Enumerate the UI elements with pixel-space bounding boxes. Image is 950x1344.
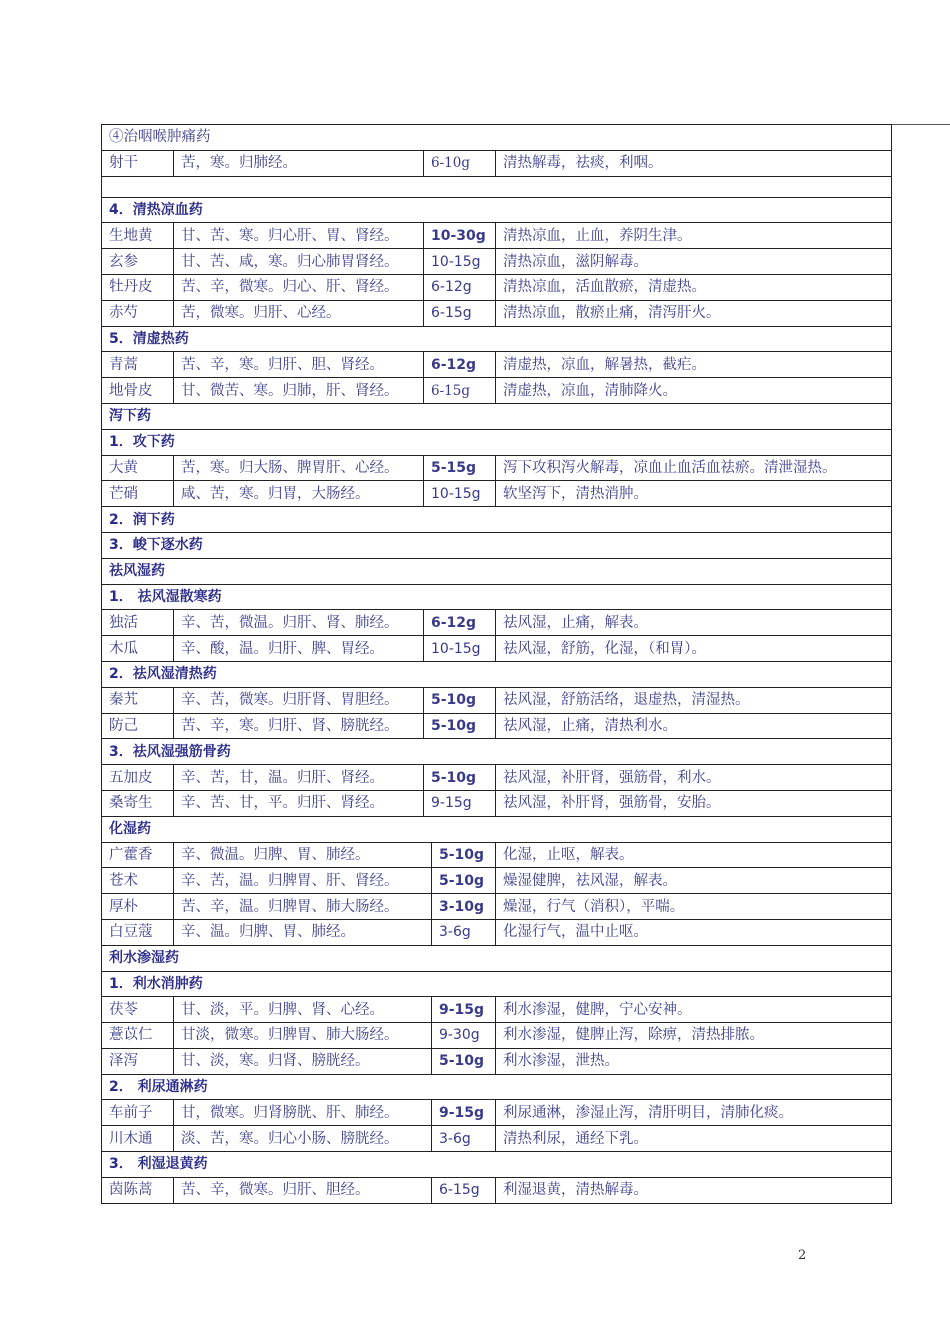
herb-dosage: 10-15g bbox=[424, 481, 496, 507]
herb-effect: 燥湿健脾，祛风湿，解表。 bbox=[496, 868, 892, 894]
herb-properties: 苦、辛，寒。归肝、肾、膀胱经。 bbox=[174, 713, 424, 739]
herb-dosage: 6-12g bbox=[424, 610, 496, 636]
herb-dosage: 5-10g bbox=[424, 713, 496, 739]
herb-properties: 苦、辛，微寒。归心、肝、肾经。 bbox=[174, 274, 424, 300]
section-row bbox=[102, 661, 892, 687]
herb-effect: 清热凉血，滋阴解毒。 bbox=[496, 249, 892, 275]
herb-name: 青蒿 bbox=[102, 352, 174, 378]
section-heading: 2．润下药 bbox=[102, 507, 892, 533]
herb-properties: 淡、苦，寒。归心小肠、膀胱经。 bbox=[174, 1126, 432, 1152]
herb-effect: 清虚热，凉血，解暑热，截疟。 bbox=[496, 352, 892, 378]
herb-row bbox=[102, 378, 892, 404]
herb-effect: 软坚泻下，清热消肿。 bbox=[496, 481, 892, 507]
herb-effect: 利水渗湿，泄热。 bbox=[496, 1048, 892, 1074]
herb-dosage: 3-6g bbox=[432, 919, 496, 945]
herb-properties: 甘、苦、寒。归心肝、胃、肾经。 bbox=[174, 223, 424, 249]
herb-name: 苍术 bbox=[102, 868, 174, 894]
herb-name: 赤芍 bbox=[102, 300, 174, 326]
section-heading: 4．清热凉血药 bbox=[102, 197, 892, 223]
herb-dosage: 9-15g bbox=[424, 790, 496, 816]
section-row bbox=[102, 429, 892, 455]
herb-table-body bbox=[102, 125, 892, 1204]
herb-name: 茵陈蒿 bbox=[102, 1177, 174, 1203]
herb-effect: 化湿，止呕，解表。 bbox=[496, 842, 892, 868]
section-heading: 祛风湿药 bbox=[102, 558, 892, 584]
herb-name: 薏苡仁 bbox=[102, 1023, 174, 1049]
herb-row bbox=[102, 455, 892, 481]
section-heading: ④治咽喉肿痛药 bbox=[102, 125, 892, 151]
herb-effect: 利水渗湿，健脾止泻，除痹，清热排脓。 bbox=[496, 1023, 892, 1049]
spacer-cell bbox=[102, 176, 892, 197]
herb-properties: 苦、辛，微寒。归肝、胆经。 bbox=[174, 1177, 432, 1203]
herb-properties: 甘淡，微寒。归脾胃、肺大肠经。 bbox=[174, 1023, 432, 1049]
herb-effect: 祛风湿，止痛，清热利水。 bbox=[496, 713, 892, 739]
herb-effect: 祛风湿，舒筋，化湿，（和胃）。 bbox=[496, 636, 892, 662]
herb-name: 生地黄 bbox=[102, 223, 174, 249]
section-row bbox=[102, 816, 892, 842]
section-heading: 化湿药 bbox=[102, 816, 892, 842]
herb-properties: 苦、辛，寒。归肝、胆、肾经。 bbox=[174, 352, 424, 378]
herb-name: 秦艽 bbox=[102, 687, 174, 713]
herb-name: 车前子 bbox=[102, 1100, 174, 1126]
herb-effect: 祛风湿，舒筋活络，退虚热，清湿热。 bbox=[496, 687, 892, 713]
herb-row bbox=[102, 223, 892, 249]
herb-properties: 甘、苦、咸，寒。归心肺胃肾经。 bbox=[174, 249, 424, 275]
section-row bbox=[102, 532, 892, 558]
herb-name: 五加皮 bbox=[102, 765, 174, 791]
herb-properties: 辛、苦，微温。归肝、肾、肺经。 bbox=[174, 610, 424, 636]
herb-name: 泽泻 bbox=[102, 1048, 174, 1074]
herb-dosage: 6-10g bbox=[424, 150, 496, 176]
section-row bbox=[102, 1074, 892, 1100]
herb-row bbox=[102, 1126, 892, 1152]
herb-row bbox=[102, 300, 892, 326]
herb-name: 广藿香 bbox=[102, 842, 174, 868]
herb-name: 木瓜 bbox=[102, 636, 174, 662]
herb-dosage: 5-10g bbox=[432, 1048, 496, 1074]
section-row bbox=[102, 125, 892, 151]
herb-row bbox=[102, 610, 892, 636]
herb-table bbox=[101, 124, 892, 1204]
herb-name: 川木通 bbox=[102, 1126, 174, 1152]
section-heading: 3． 利湿退黄药 bbox=[102, 1152, 892, 1178]
herb-effect: 清虚热，凉血，清肺降火。 bbox=[496, 378, 892, 404]
herb-properties: 苦，微寒。归肝、心经。 bbox=[174, 300, 424, 326]
herb-dosage: 5-15g bbox=[424, 455, 496, 481]
herb-dosage: 9-30g bbox=[432, 1023, 496, 1049]
section-row bbox=[102, 507, 892, 533]
section-heading: 2． 利尿通淋药 bbox=[102, 1074, 892, 1100]
herb-row bbox=[102, 868, 892, 894]
herb-effect: 利水渗湿，健脾，宁心安神。 bbox=[496, 997, 892, 1023]
herb-row bbox=[102, 481, 892, 507]
herb-name: 射干 bbox=[102, 150, 174, 176]
herb-name: 独活 bbox=[102, 610, 174, 636]
herb-dosage: 5-10g bbox=[432, 842, 496, 868]
herb-effect: 利尿通淋，渗湿止泻，清肝明目，清肺化痰。 bbox=[496, 1100, 892, 1126]
herb-dosage: 5-10g bbox=[424, 765, 496, 791]
herb-properties: 甘、微苦、寒。归肺，肝、肾经。 bbox=[174, 378, 424, 404]
herb-properties: 苦、辛，温。归脾胃、肺大肠经。 bbox=[174, 894, 432, 920]
section-heading: 2．祛风湿清热药 bbox=[102, 661, 892, 687]
herb-name: 防己 bbox=[102, 713, 174, 739]
herb-dosage: 6-15g bbox=[432, 1177, 496, 1203]
herb-properties: 甘，微寒。归肾膀胱、肝、肺经。 bbox=[174, 1100, 432, 1126]
section-heading: 5．清虚热药 bbox=[102, 326, 892, 352]
herb-dosage: 6-12g bbox=[424, 274, 496, 300]
herb-effect: 清热凉血，止血，养阴生津。 bbox=[496, 223, 892, 249]
herb-row bbox=[102, 790, 892, 816]
herb-row bbox=[102, 636, 892, 662]
herb-name: 白豆蔻 bbox=[102, 919, 174, 945]
herb-effect: 泻下攻积泻火解毒，凉血止血活血祛瘀。清泄湿热。 bbox=[496, 455, 892, 481]
herb-row bbox=[102, 150, 892, 176]
herb-dosage: 5-10g bbox=[432, 868, 496, 894]
section-heading: 1． 祛风湿散寒药 bbox=[102, 584, 892, 610]
section-heading: 1．攻下药 bbox=[102, 429, 892, 455]
herb-effect: 祛风湿，补肝肾，强筋骨，利水。 bbox=[496, 765, 892, 791]
herb-properties: 辛、苦，甘，温。归肝、肾经。 bbox=[174, 765, 424, 791]
herb-row bbox=[102, 1177, 892, 1203]
herb-row bbox=[102, 1100, 892, 1126]
herb-row bbox=[102, 919, 892, 945]
section-heading: 1．利水消肿药 bbox=[102, 971, 892, 997]
herb-name: 大黄 bbox=[102, 455, 174, 481]
herb-name: 地骨皮 bbox=[102, 378, 174, 404]
section-row bbox=[102, 326, 892, 352]
herb-dosage: 6-15g bbox=[424, 378, 496, 404]
herb-properties: 辛、微温。归脾、胃、肺经。 bbox=[174, 842, 432, 868]
herb-row bbox=[102, 997, 892, 1023]
herb-properties: 辛、苦、甘，平。归肝、肾经。 bbox=[174, 790, 424, 816]
section-heading: 泻下药 bbox=[102, 403, 892, 429]
herb-properties: 苦，寒。归大肠、脾胃肝、心经。 bbox=[174, 455, 424, 481]
herb-effect: 利湿退黄，清热解毒。 bbox=[496, 1177, 892, 1203]
herb-effect: 化湿行气，温中止呕。 bbox=[496, 919, 892, 945]
herb-properties: 辛、酸，温。归肝、脾、胃经。 bbox=[174, 636, 424, 662]
section-heading: 3．峻下逐水药 bbox=[102, 532, 892, 558]
herb-row bbox=[102, 687, 892, 713]
section-row bbox=[102, 971, 892, 997]
spacer-row bbox=[102, 176, 892, 197]
herb-properties: 辛、苦，微寒。归肝肾、胃胆经。 bbox=[174, 687, 424, 713]
herb-dosage: 10-15g bbox=[424, 636, 496, 662]
section-row bbox=[102, 558, 892, 584]
herb-row bbox=[102, 249, 892, 275]
herb-dosage: 9-15g bbox=[432, 1100, 496, 1126]
herb-dosage: 3-6g bbox=[432, 1126, 496, 1152]
herb-effect: 祛风湿，止痛，解表。 bbox=[496, 610, 892, 636]
section-row bbox=[102, 197, 892, 223]
section-row bbox=[102, 945, 892, 971]
herb-dosage: 9-15g bbox=[432, 997, 496, 1023]
section-heading: 3．祛风湿强筋骨药 bbox=[102, 739, 892, 765]
herb-row bbox=[102, 713, 892, 739]
section-row bbox=[102, 403, 892, 429]
herb-name: 牡丹皮 bbox=[102, 274, 174, 300]
header-rule bbox=[891, 124, 950, 125]
herb-effect: 清热凉血，散瘀止痛，清泻肝火。 bbox=[496, 300, 892, 326]
herb-row bbox=[102, 842, 892, 868]
herb-dosage: 10-15g bbox=[424, 249, 496, 275]
herb-properties: 苦，寒。归肺经。 bbox=[174, 150, 424, 176]
herb-dosage: 3-10g bbox=[432, 894, 496, 920]
herb-effect: 燥湿，行气（消积），平喘。 bbox=[496, 894, 892, 920]
section-row bbox=[102, 1152, 892, 1178]
herb-effect: 清热解毒，祛痰，利咽。 bbox=[496, 150, 892, 176]
section-row bbox=[102, 739, 892, 765]
herb-name: 茯苓 bbox=[102, 997, 174, 1023]
herb-effect: 清热凉血，活血散瘀，清虚热。 bbox=[496, 274, 892, 300]
herb-name: 玄参 bbox=[102, 249, 174, 275]
herb-properties: 辛、温。归脾、胃、肺经。 bbox=[174, 919, 432, 945]
herb-row bbox=[102, 894, 892, 920]
page-number: 2 bbox=[798, 1248, 807, 1263]
herb-name: 芒硝 bbox=[102, 481, 174, 507]
herb-row bbox=[102, 1048, 892, 1074]
herb-row bbox=[102, 1023, 892, 1049]
herb-effect: 清热利尿，通经下乳。 bbox=[496, 1126, 892, 1152]
herb-properties: 甘、淡，平。归脾、肾、心经。 bbox=[174, 997, 432, 1023]
herb-properties: 辛、苦，温。归脾胃、肝、肾经。 bbox=[174, 868, 432, 894]
herb-dosage: 6-12g bbox=[424, 352, 496, 378]
herb-row bbox=[102, 352, 892, 378]
herb-effect: 祛风湿，补肝肾，强筋骨，安胎。 bbox=[496, 790, 892, 816]
herb-dosage: 10-30g bbox=[424, 223, 496, 249]
herb-row bbox=[102, 765, 892, 791]
herb-properties: 咸、苦，寒。归胃，大肠经。 bbox=[174, 481, 424, 507]
herb-dosage: 5-10g bbox=[424, 687, 496, 713]
herb-name: 厚朴 bbox=[102, 894, 174, 920]
section-heading: 利水渗湿药 bbox=[102, 945, 892, 971]
herb-name: 桑寄生 bbox=[102, 790, 174, 816]
herb-dosage: 6-15g bbox=[424, 300, 496, 326]
herb-row bbox=[102, 274, 892, 300]
herb-properties: 甘、淡，寒。归肾、膀胱经。 bbox=[174, 1048, 432, 1074]
section-row bbox=[102, 584, 892, 610]
